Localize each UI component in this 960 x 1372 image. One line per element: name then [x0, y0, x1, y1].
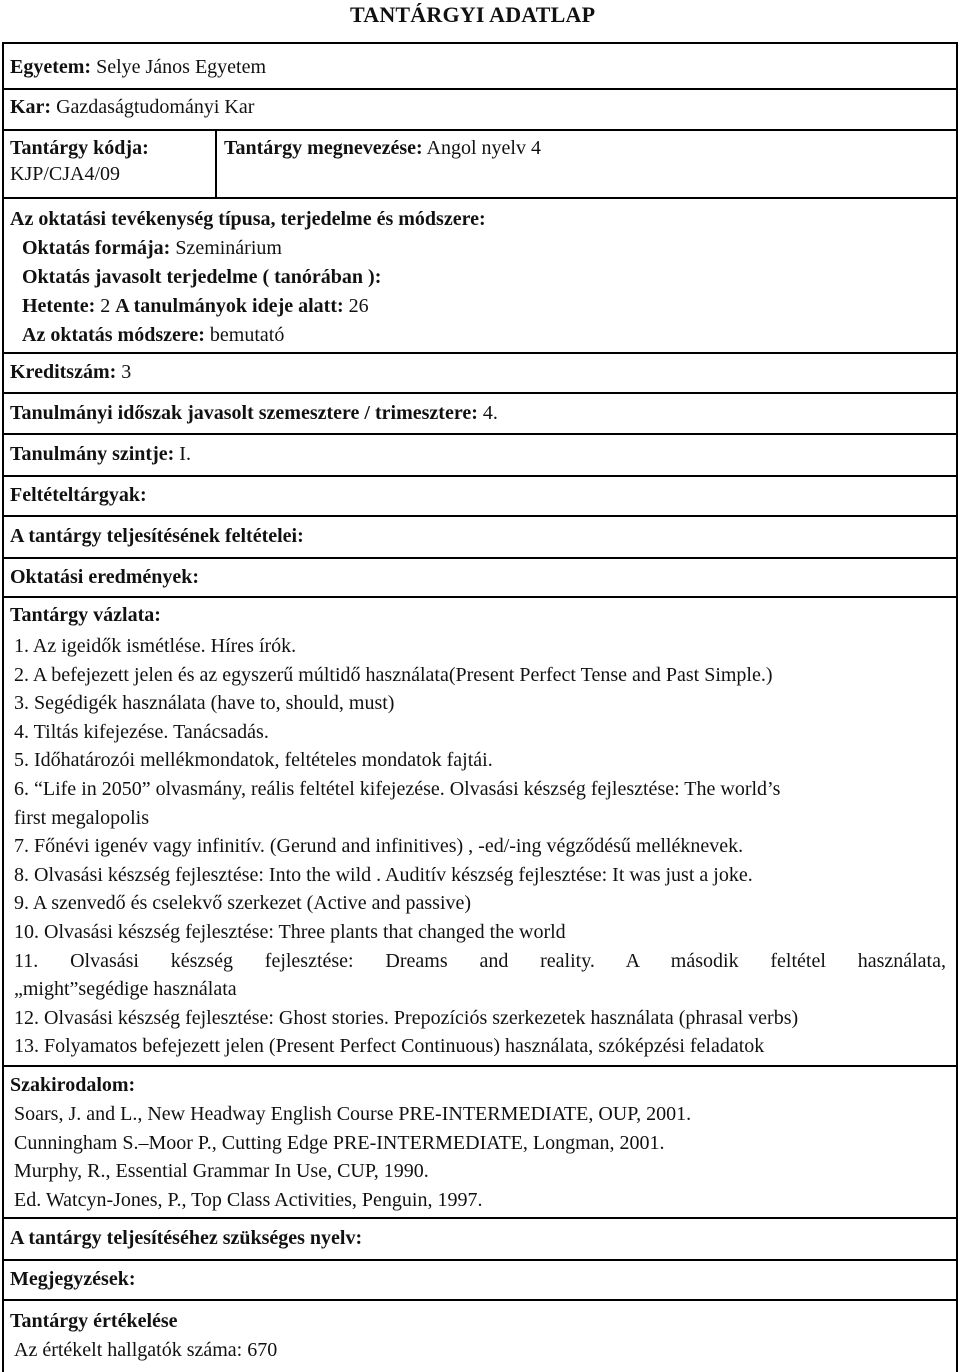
course-name-value: Angol nyelv 4 [422, 137, 541, 159]
teaching-scope-label: Oktatás javasolt terjedelme ( tanórában ): [22, 266, 382, 288]
outcomes-row [10, 565, 199, 589]
completion-row [10, 524, 304, 548]
evaluation-label: Tantárgy értékelése [10, 1310, 178, 1332]
syllabus-label: Tantárgy vázlata: [10, 604, 161, 626]
list-item: 12. Olvasási készség fejlesztése: Ghost stories. Prepozíciós szerkezetek használata (phrasal verbs) [14, 1006, 799, 1029]
evaluation-section [10, 1307, 277, 1365]
list-item: Murphy, R., Essential Grammar In Use, CUP, 1990. [14, 1160, 429, 1183]
list-item: 2. A befejezett jelen és az egyszerű múltidő használata(Present Perfect Tense and Past Simple.) [14, 663, 773, 686]
list-item: 11. Olvasási készség fejlesztése: Dreams and reality. A második feltétel használata, [14, 949, 946, 972]
faculty-label: Kar: [10, 96, 52, 118]
divider [2, 129, 958, 131]
list-item: 10. Olvasási készség fejlesztése: Three plants that changed the world [14, 920, 566, 943]
notes-label: Megjegyzések: [10, 1268, 136, 1290]
syllabus-section [10, 603, 946, 627]
prerequisites-label: Feltételtárgyak: [10, 484, 147, 506]
method-label: Az oktatás módszere: [22, 324, 205, 346]
method-value: bemutató [204, 324, 285, 346]
course-name-cell [224, 136, 541, 160]
credits-row [10, 360, 131, 384]
divider [2, 596, 958, 598]
outcomes-label: Oktatási eredmények: [10, 566, 200, 588]
divider [2, 1299, 958, 1301]
teaching-form-value: Szeminárium [170, 237, 282, 259]
literature-label: Szakirodalom: [10, 1074, 136, 1096]
list-item: 1. Az igeidők ismétlése. Híres írók. [14, 635, 297, 657]
completion-label: A tantárgy teljesítésének feltételei: [10, 525, 304, 547]
page-title: TANTÁRGYI ADATLAP [350, 2, 596, 27]
list-item: 7. Főnévi igenév vagy infinitív. (Gerund and infinitives) , -ed/-ing végződésű melléknevek. [14, 835, 744, 858]
notes-row [10, 1267, 136, 1291]
list-item: 4. Tiltás kifejezése. Tanácsadás. [14, 720, 269, 743]
teaching-heading: Az oktatási tevékenység típusa, terjedelme és módszere: [10, 208, 486, 230]
semester-value: 4. [477, 402, 498, 424]
level-value: I. [174, 443, 191, 465]
divider [2, 1065, 958, 1067]
level-row [10, 442, 191, 466]
divider [2, 515, 958, 517]
divider [2, 197, 958, 199]
course-code-value: KJP/CJA4/09 [10, 163, 121, 185]
weekly-label: Hetente: [22, 295, 96, 317]
column-divider [215, 131, 217, 198]
university-row [10, 55, 266, 79]
course-name-label: Tantárgy megnevezése: [224, 137, 423, 159]
level-label: Tanulmány szintje: [10, 443, 175, 465]
divider [2, 557, 958, 559]
teaching-section [10, 205, 486, 350]
weekly-value: 2 [95, 295, 116, 317]
university-value: Selye János Egyetem [91, 56, 267, 78]
language-label: A tantárgy teljesítéséhez szükséges nyelv: [10, 1227, 363, 1249]
semester-row [10, 401, 498, 425]
list-item: 5. Időhatározói mellékmondatok, feltételes mondatok fajtái. [14, 749, 493, 772]
list-item: 3. Segédigék használata (have to, should, must) [14, 692, 395, 715]
course-code-label: Tantárgy kódja: [10, 137, 149, 159]
list-item: „might”segédige használata [14, 978, 237, 1001]
semester-label: Tanulmányi időszak javasolt szemesztere / trimesztere: [10, 402, 478, 424]
list-item: Soars, J. and L., New Headway English Course PRE-INTERMEDIATE, OUP, 2001. [14, 1103, 692, 1125]
list-item: Cunningham S.–Moor P., Cutting Edge PRE-INTERMEDIATE, Longman, 2001. [14, 1131, 665, 1154]
divider [2, 1217, 958, 1219]
list-item: 13. Folyamatos befejezett jelen (Present Perfect Continuous) használata, szóképzési feladatok [14, 1035, 765, 1058]
list-item: 6. “Life in 2050” olvasmány, reális feltétel kifejezése. Olvasási készség fejlesztése: The world’s [14, 777, 781, 800]
divider [2, 433, 958, 435]
evaluated-students: Az értékelt hallgatók száma: 670 [14, 1339, 278, 1361]
divider [2, 475, 958, 477]
list-item: 9. A szenvedő és cselekvő szerkezet (Active and passive) [14, 892, 472, 915]
list-item: 8. Olvasási készség fejlesztése: Into the wild . Auditív készség fejlesztése: It was just a joke. [14, 863, 753, 886]
list-item: first megalopolis [14, 806, 149, 829]
literature-section [10, 1073, 135, 1097]
total-label: A tanulmányok ideje alatt: [115, 295, 344, 317]
university-label: Egyetem: [10, 56, 92, 78]
language-row [10, 1226, 362, 1250]
divider [2, 392, 958, 394]
syllabus-list [14, 632, 946, 1061]
total-value: 26 [343, 295, 369, 317]
faculty-row [10, 95, 254, 119]
divider [2, 1259, 958, 1261]
credits-value: 3 [116, 361, 132, 383]
faculty-value: Gazdaságtudományi Kar [51, 96, 255, 118]
prerequisites-row [10, 483, 147, 507]
divider [2, 352, 958, 354]
literature-list [14, 1100, 691, 1214]
course-code-cell [10, 136, 149, 186]
list-item: Ed. Watcyn-Jones, P., Top Class Activities, Penguin, 1997. [14, 1188, 483, 1211]
credits-label: Kreditszám: [10, 361, 117, 383]
divider [2, 88, 958, 90]
teaching-form-label: Oktatás formája: [22, 237, 171, 259]
